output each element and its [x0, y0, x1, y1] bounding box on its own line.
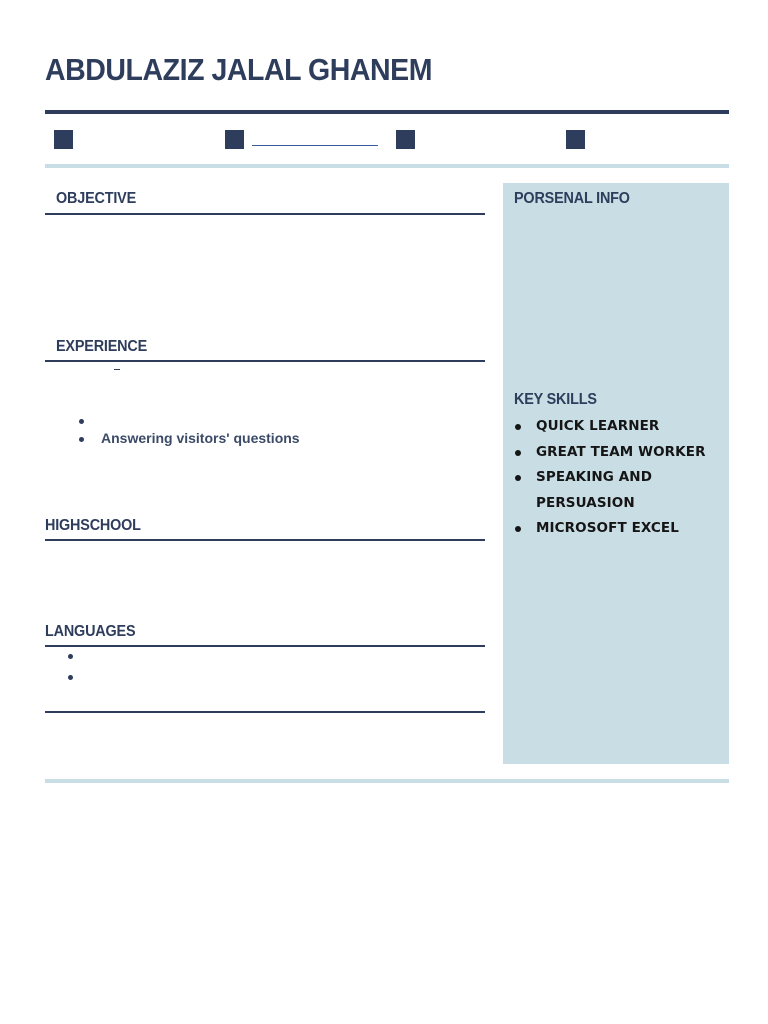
experience-rule	[45, 360, 485, 362]
highschool-rule	[45, 539, 485, 541]
contact-link-underline[interactable]	[252, 145, 378, 146]
experience-bullet-1	[79, 419, 84, 424]
experience-item-2: Answering visitors' questions	[101, 430, 300, 446]
contact-icon-1	[54, 130, 73, 149]
contact-icon-2	[225, 130, 244, 149]
experience-bullet-2	[79, 437, 84, 442]
experience-date-dash	[114, 369, 120, 370]
footer-divider	[45, 779, 729, 783]
contact-icon-3	[396, 130, 415, 149]
skill-item: SPEAKING AND PERSUASION	[513, 465, 723, 516]
languages-heading: LANGUAGES	[45, 623, 136, 640]
experience-heading: EXPERIENCE	[56, 338, 148, 355]
key-skills-list	[513, 414, 723, 542]
highschool-heading: HIGHSCHOOL	[45, 517, 141, 534]
header-divider	[45, 110, 729, 114]
languages-rule	[45, 645, 485, 647]
resume-name: ABDULAZIZ JALAL GHANEM	[45, 52, 433, 87]
language-bullet-1	[68, 654, 73, 659]
key-skills-heading: KEY SKILLS	[514, 391, 597, 408]
objective-rule	[45, 213, 485, 215]
objective-heading: OBJECTIVE	[56, 190, 137, 207]
personal-info-heading: PORSENAL INFO	[514, 190, 630, 207]
contact-icon-4	[566, 130, 585, 149]
language-bullet-2	[68, 675, 73, 680]
skill-item: GREAT TEAM WORKER	[513, 440, 723, 466]
contact-divider	[45, 164, 729, 168]
skill-item: QUICK LEARNER	[513, 414, 723, 440]
languages-bottom-rule	[45, 711, 485, 713]
skill-item: MICROSOFT EXCEL	[513, 516, 723, 542]
